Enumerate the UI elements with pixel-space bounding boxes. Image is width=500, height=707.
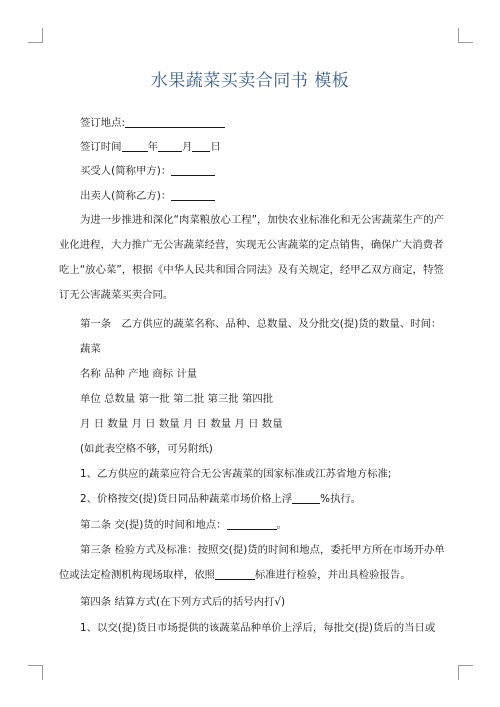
crop-mark-top-right — [458, 28, 473, 43]
article-1: 第一条 乙方供应的蔬菜名称、品种、总数量、及分批交(提)货的数量、时间： — [80, 318, 442, 330]
sign-place-label: 签订地点: — [80, 117, 126, 129]
markup-blank — [292, 493, 320, 504]
month-blank — [158, 141, 182, 152]
document-title: 水果蔬菜买卖合同书 模板 — [150, 71, 350, 91]
article-2-suffix: 。 — [276, 519, 287, 531]
payment-item-1: 1、以交(提)货日市场提供的该蔬菜品种单价上浮后，每批交(提)货后的当日或 — [80, 622, 436, 634]
item-2-prefix: 2、价格按交(提)货日同品种蔬菜市场价格上浮 — [80, 493, 293, 505]
intro-line-1: 为进一步推进和深化“肉菜粮放心工程”，加快农业标准化和无公害蔬菜生产的产 — [80, 214, 445, 226]
veg-label: 蔬菜 — [80, 343, 101, 355]
sign-place-line — [80, 116, 450, 130]
day-label: 日 — [210, 141, 221, 153]
day-blank — [192, 141, 210, 152]
intro-line-2: 业化进程，大力推广无公害蔬菜经营，实现无公害蔬菜的定点销售，确保广大消费者 — [59, 239, 444, 251]
intro-line-4: 订无公害蔬菜买卖合同。 — [59, 289, 174, 301]
article-3-line-2 — [59, 568, 429, 582]
article-3-line-1: 第三条 检验方式及标准：按照交(提)货的时间和地点，委托甲方所在市场开办单 — [80, 544, 445, 556]
item-2-suffix: %执行。 — [320, 493, 362, 505]
clause-item-2 — [80, 492, 450, 506]
year-label: 年 — [147, 141, 158, 153]
table-row-batches: 单位 总数量 第一批 第二批 第三批 第四批 — [80, 393, 274, 405]
buyer-blank — [171, 165, 215, 176]
article-3-prefix: 位或法定检测机构现场取样，依照 — [59, 569, 215, 581]
buyer-line — [80, 164, 450, 178]
sign-place-blank — [125, 117, 225, 128]
table-row-dates: 月 日 数量 月 日 数量 月 日 数量 月 日 数量 — [80, 418, 283, 430]
standard-blank — [215, 569, 255, 580]
sign-time-line — [80, 140, 450, 154]
article-4: 第四条 结算方式(在下列方式后的括号内打√) — [80, 596, 286, 608]
article-3-suffix: 标准进行检验，并出具检验报告。 — [254, 569, 411, 581]
seller-line — [80, 189, 450, 203]
seller-label: 出卖人(简称乙方)： — [80, 190, 172, 202]
seller-blank — [171, 190, 215, 201]
article-2-prefix: 第二条 交(提)货的时间和地点： — [80, 519, 227, 531]
delivery-blank — [227, 519, 277, 530]
buyer-label: 买受人(简称甲方)： — [80, 165, 172, 177]
sign-time-label: 签订时间 — [80, 141, 122, 153]
clause-item-1: 1、乙方供应的蔬菜应符合无公害蔬菜的国家标准或江苏省地方标准; — [80, 468, 392, 480]
crop-mark-bottom-right — [458, 665, 473, 680]
table-note: (如此表空格不够，可另附纸) — [80, 443, 213, 455]
table-row-header: 名称 品种 产地 商标 计量 — [80, 368, 198, 380]
article-2 — [80, 518, 450, 532]
crop-mark-top-left — [28, 28, 43, 43]
intro-line-3: 吃上“放心菜”，根据《中华人民共和国合同法》及有关规定，经甲乙双方商定，特签 — [59, 264, 444, 276]
month-label: 月 — [181, 141, 193, 153]
crop-mark-bottom-left — [28, 665, 43, 680]
year-blank — [122, 141, 148, 152]
